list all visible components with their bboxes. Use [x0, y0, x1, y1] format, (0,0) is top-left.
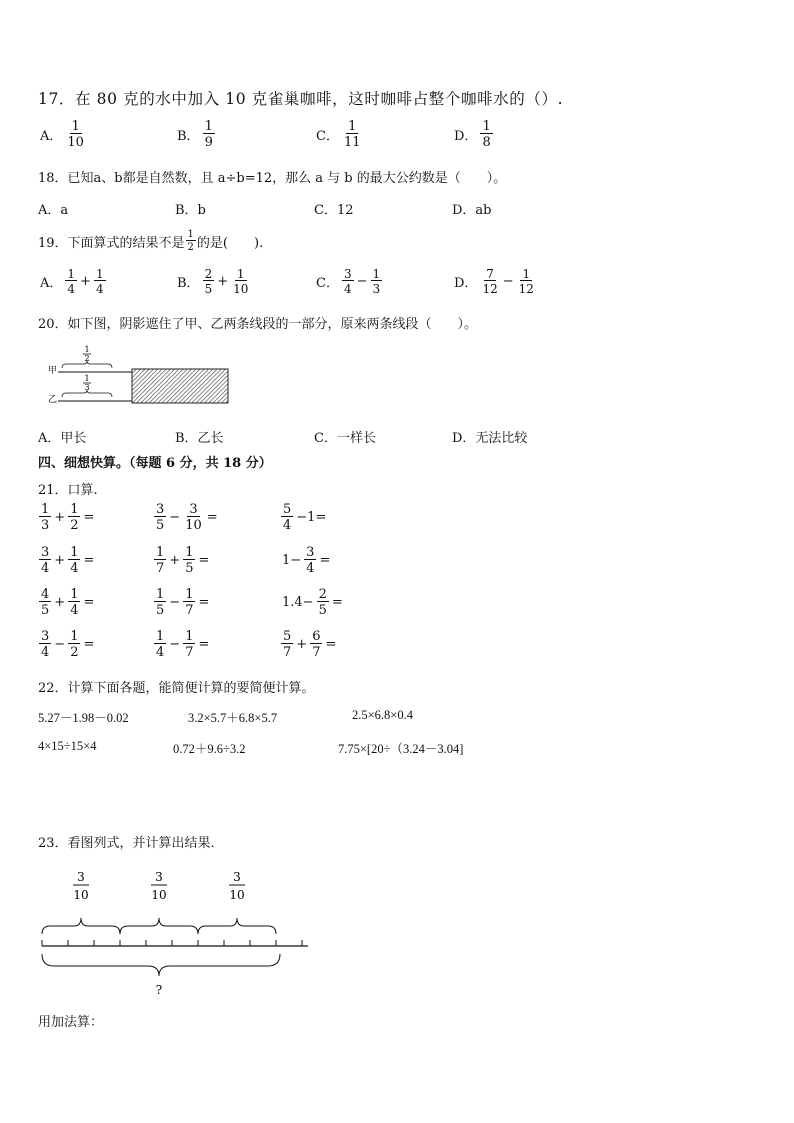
q19-fraction-b-num: 1 [95, 267, 104, 281]
q17-option-label: B． [177, 129, 200, 144]
q20-yi-brace [62, 390, 112, 397]
q21-equals: = [198, 595, 210, 610]
q21-fraction-a-num: 3 [41, 629, 50, 644]
q19-half-den: 2 [187, 242, 194, 253]
q21-fraction-b [183, 503, 204, 532]
q20-option-a: A．甲长 [38, 431, 87, 446]
q21-fraction-b-num: 1 [185, 545, 194, 560]
q19-fraction-a-den: 4 [343, 282, 352, 296]
q23-fraction-3 [229, 870, 245, 902]
q20-jia-num: 1 [84, 345, 90, 354]
q21-prefix: 1− [282, 553, 302, 568]
q19-option-label: D． [454, 276, 478, 291]
q19-operator: − [356, 274, 368, 289]
q21-equals: = [325, 637, 337, 652]
q19-text-after: 的是( ). [196, 236, 264, 251]
q21-equals: = [83, 595, 95, 610]
q19-fraction-b-num: 1 [236, 267, 245, 281]
q17-option-fraction-num: 1 [71, 119, 80, 134]
q21-item-5 [153, 546, 211, 575]
q22-expr-1: 5.27－1.98－0.02 [38, 711, 129, 725]
q18-option-b: B．b [175, 203, 206, 218]
q21-item-8 [153, 588, 211, 617]
q22-text: 22．计算下面各题，能简便计算的要简便计算。 [38, 681, 315, 696]
q20-jia-brace [62, 361, 112, 368]
q19-option-label: A． [40, 276, 63, 291]
q19-fraction-b-den: 3 [372, 282, 381, 296]
q21-operator: − [54, 637, 66, 652]
q19-half-num: 1 [187, 229, 194, 240]
section4-heading: 四、细想快算。（每题 6 分，共 18 分） [38, 456, 272, 471]
q19-option-c [314, 268, 383, 295]
q21-fraction-a-num: 1 [41, 502, 50, 517]
q21-equals: = [331, 595, 343, 610]
q23-frac1-num: 3 [77, 870, 85, 884]
q21-fraction-a-num: 1 [156, 587, 165, 602]
q19-fraction-a [203, 268, 215, 295]
q21-fraction-b [304, 546, 316, 575]
q19-fraction-a-num: 2 [204, 267, 213, 281]
q19-fraction-a-den: 5 [204, 282, 213, 296]
q21-fraction-b-num: 1 [185, 587, 194, 602]
q20-shade-block [132, 369, 228, 403]
q22-expr-4: 4×15÷15×4 [38, 739, 97, 753]
q21-fraction-b-den: 4 [306, 561, 315, 576]
q19-fraction-b [231, 268, 250, 295]
q17-option-fraction-num: 1 [204, 119, 213, 134]
q21-equals: = [319, 553, 331, 568]
q21-item-6 [280, 546, 332, 575]
q21-equals: = [198, 553, 210, 568]
q19-fraction-a-den: 4 [67, 282, 76, 296]
q21-fraction-a-num: 3 [156, 502, 165, 517]
q19-fraction-b-den: 4 [95, 282, 104, 296]
q21-fraction-a-num: 1 [156, 629, 165, 644]
q22-expr-5: 0.72＋9.6÷3.2 [173, 742, 246, 756]
q17-option-c [314, 120, 364, 149]
q21-fraction-b [68, 588, 80, 617]
q19-fraction-b [371, 268, 383, 295]
q21-fraction-b-num: 2 [318, 587, 327, 602]
q21-fraction-b-den: 2 [70, 518, 79, 533]
q20-option-c: C．一样长 [314, 431, 376, 446]
q19-fraction-b-den: 10 [233, 282, 249, 296]
q21-fraction-a-den: 4 [41, 645, 50, 660]
q21-fraction-b-den: 10 [185, 518, 202, 533]
q21-fraction-a-num: 5 [283, 502, 292, 517]
q21-item-10 [38, 630, 96, 659]
q23-answer-label: 用加法算： [38, 1015, 104, 1030]
q17-option-b [175, 120, 216, 149]
q21-fraction-a-den: 5 [156, 603, 165, 618]
q21-fraction-a-num: 1 [156, 545, 165, 560]
q17-option-fraction-num: 1 [348, 119, 357, 134]
q19-half-fraction [186, 230, 196, 253]
q20-jia-fraction [83, 345, 91, 363]
q21-fraction-b-den: 7 [185, 603, 194, 618]
q21-operator: + [54, 553, 66, 568]
q19-option-label: C． [316, 276, 339, 291]
q17-option-fraction-den: 8 [482, 135, 491, 150]
q21-fraction-b-den: 7 [312, 645, 321, 660]
q20-option-d: D．无法比较 [452, 431, 528, 446]
q21-fraction-b-den: 5 [318, 603, 327, 618]
q21-fraction-b-num: 3 [189, 502, 198, 517]
q21-prefix: 1.4− [282, 595, 314, 610]
q21-operator: − [169, 595, 181, 610]
q17-option-d [452, 120, 494, 149]
q21-fraction-a [154, 546, 166, 575]
q19-fraction-a-num: 3 [343, 267, 352, 281]
q23-question-mark: ? [155, 983, 163, 997]
q21-operator: + [169, 553, 181, 568]
q21-equals: = [198, 637, 210, 652]
q21-fraction-b [183, 546, 195, 575]
q19-option-label: B． [177, 276, 200, 291]
q21-fraction-b-den: 5 [185, 561, 194, 576]
q22-expr-3: 2.5×6.8×0.4 [352, 708, 413, 722]
q17-option-fraction-num: 1 [482, 119, 491, 134]
q21-fraction-b-den: 2 [70, 645, 79, 660]
q21-fraction-a [154, 588, 166, 617]
q21-fraction-b-num: 1 [70, 502, 79, 517]
q17-option-a [38, 120, 87, 149]
q21-operator: + [54, 510, 66, 525]
q22-expr-2: 3.2×5.7＋6.8×5.7 [188, 711, 278, 725]
q21-fraction-a-num: 5 [283, 629, 292, 644]
q21-fraction-b [68, 503, 80, 532]
q21-text: 21．口算. [38, 483, 98, 498]
q21-item-9 [280, 588, 345, 617]
q23-frac1-den: 10 [73, 888, 89, 902]
q23-fraction-2 [151, 870, 167, 902]
q20-text: 20．如下图，阴影遮住了甲、乙两条线段的一部分，原来两条线段（ ）。 [38, 317, 478, 332]
q19-fraction-a-num: 7 [486, 267, 494, 281]
q19-fraction-b [94, 268, 106, 295]
q21-fraction-a [281, 503, 293, 532]
q20-yi-fraction [83, 374, 91, 392]
q23-brace-3 [198, 918, 276, 934]
q19-fraction-b [517, 268, 536, 295]
q23-brace-2 [120, 918, 198, 934]
q21-fraction-a-num: 3 [41, 545, 50, 560]
q23-text: 23．看图列式，并计算出结果. [38, 836, 215, 851]
q23-brace-1 [42, 918, 120, 934]
q21-operator: − [169, 637, 181, 652]
q21-fraction-b-den: 4 [70, 603, 79, 618]
q21-fraction-b-num: 6 [312, 629, 321, 644]
q19-option-a [38, 268, 107, 295]
q19-option-d [452, 268, 537, 295]
q21-fraction-a [154, 503, 166, 532]
q21-item-12 [280, 630, 338, 659]
q21-fraction-b [68, 546, 80, 575]
q19-fraction-a [65, 268, 77, 295]
q21-fraction-a [154, 630, 166, 659]
q20-option-b: B．乙长 [175, 431, 224, 446]
q20-figure [40, 342, 240, 410]
q17-option-fraction-den: 11 [343, 135, 361, 150]
q21-fraction-a [39, 630, 51, 659]
q23-fraction-1 [73, 870, 89, 902]
q21-fraction-b [68, 630, 80, 659]
q21-operator: − [169, 510, 181, 525]
q21-item-7 [38, 588, 96, 617]
q23-number-line-figure [30, 860, 320, 1000]
q21-fraction-a [281, 630, 293, 659]
q21-item-3 [280, 503, 328, 532]
q20-jia-label: 甲 [48, 366, 58, 376]
q21-fraction-b-num: 1 [70, 545, 79, 560]
q21-operator: −1= [296, 510, 327, 525]
q17-option-label: D． [454, 129, 478, 144]
q19-text [38, 230, 263, 253]
q19-fraction-a-num: 1 [67, 267, 76, 281]
q17-option-fraction [480, 120, 492, 149]
q21-fraction-b-num: 1 [70, 629, 79, 644]
q18-option-a: A．a [38, 203, 69, 218]
q21-item-11 [153, 630, 211, 659]
q21-operator: + [296, 637, 308, 652]
q21-fraction-b [317, 588, 329, 617]
q20-yi-num: 1 [84, 374, 90, 383]
q19-fraction-a [480, 268, 499, 295]
q21-fraction-b-num: 1 [185, 629, 194, 644]
q20-yi-den: 3 [84, 383, 90, 392]
q19-fraction-b-den: 12 [518, 282, 534, 296]
q21-operator: + [54, 595, 66, 610]
q21-equals: = [206, 510, 218, 525]
q21-equals: = [83, 510, 95, 525]
q18-option-c: C．12 [314, 203, 354, 218]
q21-equals: = [83, 553, 95, 568]
q21-item-2 [153, 503, 220, 532]
q19-text-before: 19．下面算式的结果不是 [38, 236, 185, 251]
q21-fraction-b-num: 3 [306, 545, 315, 560]
q23-frac2-num: 3 [155, 870, 163, 884]
q21-fraction-b-den: 7 [185, 645, 194, 660]
q20-jia-den: 2 [84, 354, 90, 363]
q21-fraction-a [39, 546, 51, 575]
q20-yi-label: 乙 [48, 395, 58, 405]
q17-option-label: A． [40, 129, 63, 144]
q17-option-fraction-den: 10 [67, 135, 84, 150]
q21-fraction-a-den: 4 [156, 645, 165, 660]
q21-fraction-b [183, 630, 195, 659]
q17-option-label: C． [316, 129, 339, 144]
q19-fraction-b-num: 1 [372, 267, 381, 281]
q18-text: 18．已知a、b都是自然数，且 a÷b=12，那么 a 与 b 的最大公约数是（ ）。 [38, 171, 507, 186]
q21-fraction-a-den: 5 [41, 603, 50, 618]
q19-option-b [175, 268, 251, 295]
q19-operator: − [502, 274, 514, 289]
q17-option-fraction [65, 120, 86, 149]
q21-fraction-b [183, 588, 195, 617]
q19-fraction-a [342, 268, 354, 295]
q21-fraction-b-num: 1 [70, 587, 79, 602]
q21-fraction-a [39, 503, 51, 532]
q21-fraction-b-den: 4 [70, 561, 79, 576]
q21-fraction-a-num: 4 [41, 587, 50, 602]
q23-frac3-den: 10 [229, 888, 245, 902]
q21-item-1 [38, 503, 96, 532]
q17-option-fraction [203, 120, 215, 149]
q17-option-fraction-den: 9 [204, 135, 213, 150]
q17-text: 17．在 80 克的水中加入 10 克雀巢咖啡，这时咖啡占整个咖啡水的（）. [38, 90, 564, 108]
q21-fraction-a-den: 7 [283, 645, 292, 660]
q19-operator: + [217, 274, 229, 289]
q22-expr-6: 7.75×[20÷（3.24－3.04] [338, 742, 464, 756]
q19-fraction-a-den: 12 [482, 282, 498, 296]
q21-fraction-a-den: 5 [156, 518, 165, 533]
q21-fraction-a-den: 7 [156, 561, 165, 576]
q23-frac2-den: 10 [151, 888, 167, 902]
q18-option-d: D．ab [452, 203, 492, 218]
q23-frac3-num: 3 [233, 870, 241, 884]
q19-operator: + [80, 274, 91, 289]
q17-option-fraction [342, 120, 363, 149]
q21-fraction-a-den: 3 [41, 518, 50, 533]
q21-equals: = [83, 637, 95, 652]
q23-ticks [42, 940, 302, 946]
q21-item-4 [38, 546, 96, 575]
q21-fraction-a-den: 4 [283, 518, 292, 533]
q21-fraction-b [310, 630, 322, 659]
q21-fraction-a-den: 4 [41, 561, 50, 576]
q19-fraction-b-num: 1 [522, 267, 531, 281]
q23-bottom-brace [42, 954, 280, 976]
q21-fraction-a [39, 588, 51, 617]
